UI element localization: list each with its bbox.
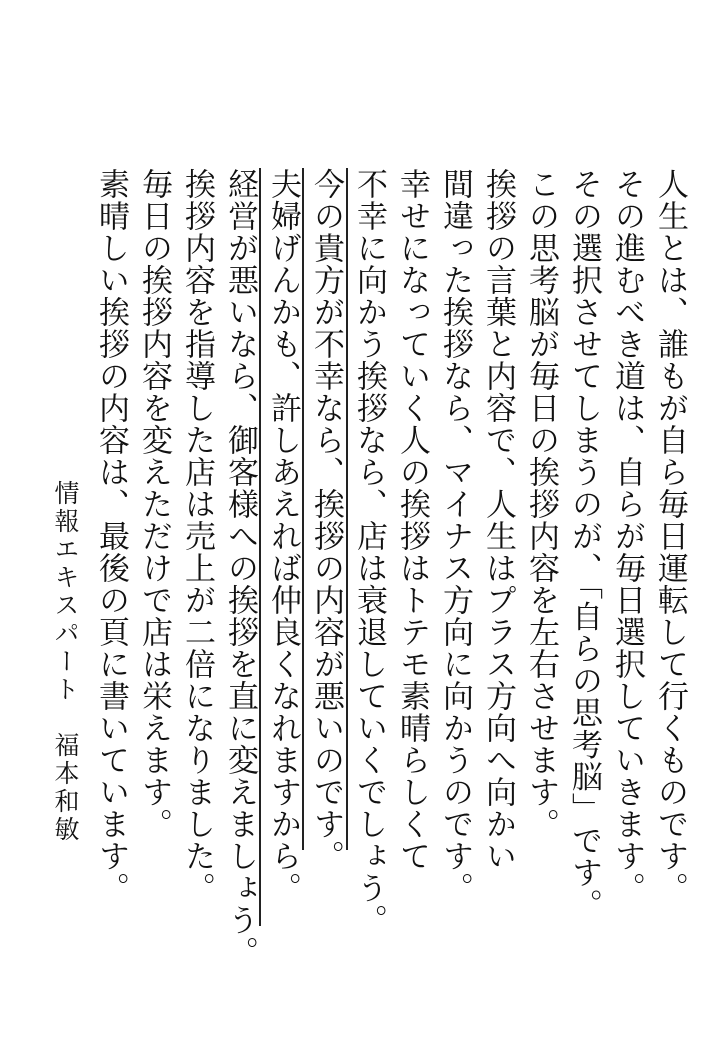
text-line-9: 今の貴方が不幸なら、挨拶の内容が悪いのです。 xyxy=(308,168,344,872)
author-signature: 情報エキスパート 福本和敏 xyxy=(51,480,80,844)
text-line-10: 夫婦げんかも、許しあえれば仲良くなれますから。 xyxy=(265,168,301,904)
text-line-2: その進むべき道は、自らが毎日選択していきます。 xyxy=(609,168,645,904)
text-line-3: その選択させてしまうのが、「自らの思考脳」です。 xyxy=(566,168,602,921)
text-line-13: 毎日の挨拶内容を変えただけで店は栄えます。 xyxy=(136,168,172,840)
divider-rule-1 xyxy=(346,168,348,850)
text-line-4: この思考脳が毎日の挨拶内容を左右させます。 xyxy=(523,168,559,840)
text-line-14: 素晴しい挨拶の内容は、最後の頁に書いています。 xyxy=(93,168,129,904)
text-line-5: 挨拶の言葉と内容で、人生はプラス方向へ向かい xyxy=(480,168,516,872)
text-line-7: 幸せになっていく人の挨拶はトテモ素晴らしくて xyxy=(394,168,430,872)
text-line-1: 人生とは、誰もが自ら毎日運転して行くものです。 xyxy=(652,168,688,904)
text-line-12: 挨拶内容を指導した店は売上が二倍になりました。 xyxy=(179,168,215,904)
text-line-8: 不幸に向かう挨拶なら、店は衰退していくでしょう。 xyxy=(351,168,387,936)
text-line-6: 間違った挨拶なら、マイナス方向に向かうのです。 xyxy=(437,168,473,904)
text-line-11: 経営が悪いなら、御客様への挨拶を直に変えましょう。 xyxy=(222,168,258,968)
divider-rule-3 xyxy=(259,168,261,926)
